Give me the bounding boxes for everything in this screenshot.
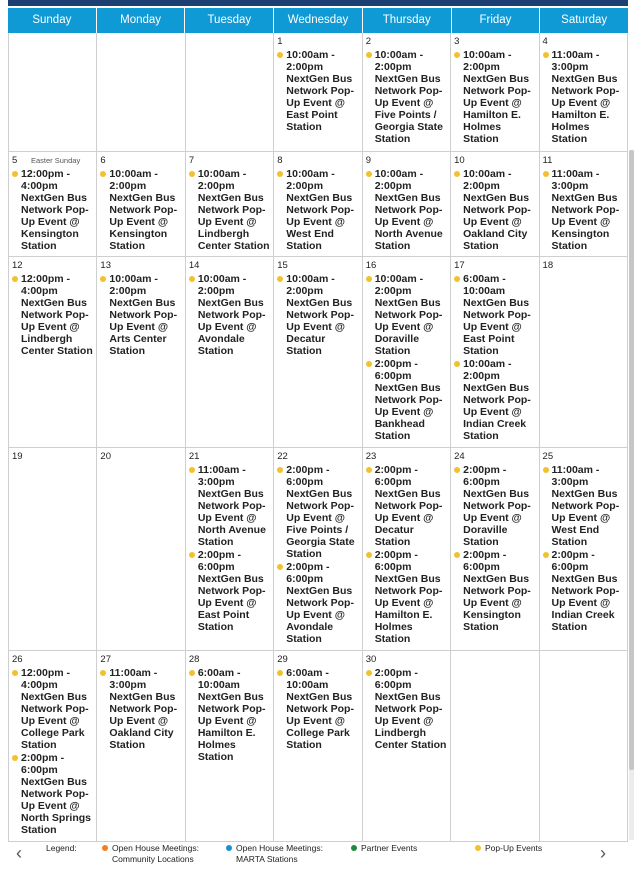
legend-item-marta: Open House Meetings: MARTA Stations: [226, 843, 336, 865]
green-dot-icon: [351, 845, 357, 851]
calendar-event[interactable]: [277, 667, 359, 751]
calendar-day-cell[interactable]: [97, 152, 185, 256]
day-number: 13: [100, 260, 111, 271]
event-time: 10:00am - 2:00pm: [374, 49, 424, 73]
calendar-event[interactable]: [100, 168, 182, 252]
calendar-event[interactable]: [12, 667, 94, 751]
legend-item-community: Open House Meetings: Community Locations: [102, 843, 212, 865]
event-title: NextGen Bus Network Pop-Up Event @ Lindbergh Center Station: [197, 192, 270, 252]
calendar-event[interactable]: [12, 752, 94, 836]
day-number: 30: [365, 654, 377, 665]
event-dot-icon: [366, 552, 372, 558]
event-dot-icon: [454, 361, 460, 367]
event-title: NextGen Bus Network Pop-Up Event @ Oakland City Station: [463, 192, 531, 252]
calendar-legend: [8, 840, 628, 868]
day-number: [12, 36, 94, 48]
calendar-event[interactable]: [454, 273, 536, 357]
calendar-day-cell[interactable]: [451, 257, 539, 447]
day-number: 20: [100, 451, 111, 462]
event-dot-icon: [543, 552, 549, 558]
calendar-event[interactable]: [454, 358, 536, 442]
calendar-day-cell[interactable]: [540, 33, 628, 151]
day-number: 24: [454, 451, 465, 462]
calendar-event[interactable]: [12, 168, 94, 252]
calendar-day-cell[interactable]: [8, 152, 97, 256]
event-dot-icon: [100, 276, 106, 282]
event-dot-icon: [12, 755, 18, 761]
calendar-week-row: [8, 651, 628, 842]
event-time: 2:00pm - 6:00pm: [374, 667, 418, 691]
calendar-day-cell[interactable]: [97, 257, 185, 447]
calendar-event[interactable]: [277, 561, 359, 645]
calendar-event[interactable]: [366, 168, 448, 252]
event-dot-icon: [543, 171, 549, 177]
event-title: NextGen Bus Network Pop-Up Event @ Five Points / Georgia State Station: [374, 73, 443, 145]
day-number: 28: [188, 654, 200, 665]
calendar-event[interactable]: [543, 49, 625, 145]
event-title: NextGen Bus Network Pop-Up Event @ Hamilton E. Holmes Station: [463, 73, 531, 145]
day-number: 7: [188, 155, 195, 166]
calendar-event[interactable]: [277, 273, 359, 357]
calendar-week-row: [8, 152, 628, 257]
event-dot-icon: [189, 552, 195, 558]
vertical-scrollbar[interactable]: [629, 150, 634, 840]
calendar-day-cell[interactable]: [186, 651, 274, 841]
event-dot-icon: [543, 52, 549, 58]
calendar-day-cell[interactable]: [363, 152, 451, 256]
event-dot-icon: [277, 52, 283, 58]
event-time: 11:00am - 3:00pm: [551, 168, 600, 192]
calendar-day-cell[interactable]: [540, 651, 628, 841]
day-number: 15: [277, 260, 288, 271]
orange-dot-icon: [102, 845, 108, 851]
event-title: NextGen Bus Network Pop-Up Event @ College Park Station: [21, 691, 89, 751]
event-time: 2:00pm - 6:00pm: [463, 549, 507, 573]
day-number: [543, 654, 625, 666]
calendar-event[interactable]: [366, 549, 448, 645]
event-title: NextGen Bus Network Pop-Up Event @ Kensington Station: [551, 192, 620, 252]
day-number: [189, 36, 271, 48]
event-title: NextGen Bus Network Pop-Up Event @ Oakland City Station: [109, 691, 178, 751]
event-dot-icon: [12, 276, 18, 282]
event-title: NextGen Bus Network Pop-Up Event @ Decatur Station: [374, 488, 443, 548]
calendar-day-cell[interactable]: [274, 651, 362, 841]
calendar-day-cell[interactable]: [97, 651, 185, 841]
event-title: NextGen Bus Network Pop-Up Event @ East Point Station: [197, 573, 266, 633]
day-number: 12: [12, 260, 23, 271]
event-dot-icon: [100, 171, 106, 177]
day-number: 21: [188, 451, 200, 462]
event-title: NextGen Bus Network Pop-Up Event @ Hamilton E. Holmes Station: [197, 691, 266, 763]
calendar-day-cell[interactable]: [8, 448, 97, 650]
calendar-week-row: [8, 257, 628, 448]
calendar-day-cell[interactable]: [274, 33, 362, 151]
calendar-weeks: [8, 33, 628, 842]
event-time: 11:00am - 3:00pm: [109, 667, 158, 691]
legend-label: Legend:: [46, 843, 77, 853]
calendar-event[interactable]: [189, 667, 271, 763]
event-dot-icon: [100, 670, 106, 676]
calendar-event[interactable]: [543, 549, 625, 633]
event-title: NextGen Bus Network Pop-Up Event @ Avondale Station: [286, 585, 354, 645]
calendar-day-cell[interactable]: [363, 257, 451, 447]
day-number: 29: [277, 654, 288, 665]
day-number: 8: [277, 155, 283, 166]
calendar-day-cell[interactable]: [540, 257, 628, 447]
event-time: 10:00am - 2:00pm: [197, 273, 247, 297]
day-number: 3: [454, 36, 460, 47]
day-number: 16: [365, 260, 377, 271]
event-time: 2:00pm - 6:00pm: [197, 549, 242, 573]
event-time: 10:00am - 2:00pm: [109, 168, 158, 192]
event-time: 2:00pm - 6:00pm: [21, 752, 65, 776]
day-number: 10: [454, 155, 465, 166]
event-title: NextGen Bus Network Pop-Up Event @ Hamilton E. Holmes Station: [551, 73, 620, 145]
event-title: NextGen Bus Network Pop-Up Event @ East Point Station: [286, 73, 354, 133]
event-dot-icon: [189, 670, 195, 676]
calendar-day-cell[interactable]: [186, 33, 274, 151]
calendar-event[interactable]: [189, 464, 271, 548]
event-title: NextGen Bus Network Pop-Up Event @ Kensington Station: [21, 192, 89, 252]
calendar-event[interactable]: [366, 358, 448, 442]
event-dot-icon: [189, 467, 195, 473]
event-dot-icon: [12, 171, 18, 177]
calendar-event[interactable]: [454, 464, 536, 548]
weekday-header-sunday: Sunday: [8, 8, 97, 33]
event-time: 12:00pm - 4:00pm: [21, 168, 71, 192]
event-title: NextGen Bus Network Pop-Up Event @ Doraville Station: [374, 297, 443, 357]
event-time: 2:00pm - 6:00pm: [374, 549, 418, 573]
chevron-left-icon[interactable]: ‹: [16, 843, 22, 863]
day-number: 6: [100, 155, 106, 166]
day-number: 18: [542, 260, 554, 271]
event-dot-icon: [366, 361, 372, 367]
event-title: NextGen Bus Network Pop-Up Event @ Doraville Station: [463, 488, 531, 548]
event-title: NextGen Bus Network Pop-Up Event @ Kensington Station: [109, 192, 178, 252]
day-number: 4: [542, 36, 548, 47]
event-dot-icon: [366, 171, 372, 177]
event-time: 11:00am - 3:00pm: [551, 49, 600, 73]
event-dot-icon: [189, 276, 195, 282]
event-title: NextGen Bus Network Pop-Up Event @ East Point Station: [463, 297, 531, 357]
event-dot-icon: [366, 467, 372, 473]
event-title: NextGen Bus Network Pop-Up Event @ Lindbergh Center Station: [21, 297, 93, 357]
day-number: 1: [277, 36, 283, 47]
event-title: NextGen Bus Network Pop-Up Event @ North Springs Station: [21, 776, 91, 836]
calendar-event[interactable]: [189, 273, 271, 357]
calendar-day-cell[interactable]: [451, 448, 539, 650]
event-title: NextGen Bus Network Pop-Up Event @ North Avenue Station: [197, 488, 266, 548]
calendar-day-cell[interactable]: [97, 33, 185, 151]
event-time: 10:00am - 2:00pm: [286, 273, 335, 297]
weekday-header-row: [8, 8, 628, 33]
event-title: NextGen Bus Network Pop-Up Event @ Indian Creek Station: [551, 573, 620, 633]
event-title: NextGen Bus Network Pop-Up Event @ North Avenue Station: [374, 192, 443, 252]
event-time: 10:00am - 2:00pm: [109, 273, 158, 297]
calendar-day-cell[interactable]: [451, 33, 539, 151]
event-dot-icon: [189, 171, 195, 177]
event-time: 12:00pm - 4:00pm: [21, 667, 71, 691]
event-dot-icon: [277, 670, 283, 676]
day-number: 27: [100, 654, 111, 665]
event-dot-icon: [12, 670, 18, 676]
day-number: 5: [12, 155, 18, 166]
weekday-header-tuesday: Tuesday: [185, 8, 274, 33]
event-time: 10:00am - 2:00pm: [374, 273, 424, 297]
day-number: 9: [365, 155, 371, 166]
calendar-event[interactable]: [454, 49, 536, 145]
event-time: 10:00am - 2:00pm: [463, 49, 512, 73]
calendar-day-cell[interactable]: [451, 152, 539, 256]
event-time: 6:00am - 10:00am: [197, 667, 241, 691]
event-time: 2:00pm - 6:00pm: [551, 549, 595, 573]
calendar-grid: [8, 8, 628, 842]
event-dot-icon: [366, 276, 372, 282]
chevron-right-icon[interactable]: ›: [600, 843, 606, 863]
event-dot-icon: [543, 467, 549, 473]
calendar-day-cell[interactable]: [274, 257, 362, 447]
weekday-header-thursday: Thursday: [363, 8, 452, 33]
event-title: NextGen Bus Network Pop-Up Event @ Arts Center Station: [109, 297, 178, 357]
calendar-day-cell[interactable]: [540, 152, 628, 256]
calendar-day-cell[interactable]: [363, 33, 451, 151]
event-title: NextGen Bus Network Pop-Up Event @ College Park Station: [286, 691, 354, 751]
weekday-header-monday: Monday: [97, 8, 186, 33]
calendar-event[interactable]: [366, 464, 448, 548]
event-dot-icon: [366, 670, 372, 676]
calendar-day-cell[interactable]: [274, 152, 362, 256]
calendar-day-cell[interactable]: [97, 448, 185, 650]
event-time: 11:00am - 3:00pm: [197, 464, 246, 488]
calendar-event[interactable]: [189, 549, 271, 633]
event-title: NextGen Bus Network Pop-Up Event @ Avondale Station: [197, 297, 266, 357]
calendar-day-cell[interactable]: [8, 651, 97, 841]
event-time: 10:00am - 2:00pm: [286, 49, 335, 73]
calendar-day-cell[interactable]: [186, 448, 274, 650]
weekday-header-friday: Friday: [452, 8, 541, 33]
calendar-day-cell[interactable]: [363, 448, 451, 650]
calendar-day-cell[interactable]: [363, 651, 451, 841]
calendar-event[interactable]: [12, 273, 94, 357]
day-number: 25: [542, 451, 554, 462]
calendar-event[interactable]: [366, 273, 448, 357]
event-title: NextGen Bus Network Pop-Up Event @ Indian Creek Station: [463, 382, 531, 442]
event-dot-icon: [454, 52, 460, 58]
calendar-event[interactable]: [277, 464, 359, 560]
event-time: 2:00pm - 6:00pm: [374, 464, 418, 488]
calendar-event[interactable]: [454, 549, 536, 633]
event-dot-icon: [277, 171, 283, 177]
weekday-header-wednesday: Wednesday: [274, 8, 363, 33]
calendar-day-cell[interactable]: [8, 257, 97, 447]
blue-dot-icon: [226, 845, 232, 851]
calendar-event[interactable]: [366, 49, 448, 145]
event-time: 6:00am - 10:00am: [463, 273, 506, 297]
event-dot-icon: [454, 276, 460, 282]
calendar-day-cell[interactable]: [186, 257, 274, 447]
day-number: 11: [542, 155, 553, 166]
event-title: NextGen Bus Network Pop-Up Event @ West End Station: [551, 488, 620, 548]
calendar-event[interactable]: [100, 273, 182, 357]
day-number: 23: [365, 451, 377, 462]
event-time: 10:00am - 2:00pm: [374, 168, 424, 192]
yellow-dot-icon: [475, 845, 481, 851]
event-dot-icon: [277, 467, 283, 473]
top-accent-bar: [8, 0, 628, 6]
event-time: 2:00pm - 6:00pm: [286, 464, 330, 488]
calendar-day-cell[interactable]: [451, 651, 539, 841]
scrollbar-thumb[interactable]: [629, 150, 634, 770]
event-time: 10:00am - 2:00pm: [197, 168, 247, 192]
calendar-event[interactable]: [100, 667, 182, 751]
calendar-day-cell[interactable]: [274, 448, 362, 650]
event-title: NextGen Bus Network Pop-Up Event @ Bankhead Station: [374, 382, 443, 442]
event-time: 2:00pm - 6:00pm: [463, 464, 507, 488]
day-number: [100, 36, 182, 48]
event-time: 10:00am - 2:00pm: [463, 358, 512, 382]
legend-item-popup: Pop-Up Events: [475, 843, 585, 854]
event-time: 12:00pm - 4:00pm: [21, 273, 71, 297]
event-title: NextGen Bus Network Pop-Up Event @ Decatur Station: [286, 297, 354, 357]
event-dot-icon: [454, 171, 460, 177]
day-number: 2: [365, 36, 371, 47]
event-dot-icon: [277, 564, 283, 570]
day-number: 19: [12, 451, 23, 462]
day-number: 26: [12, 654, 23, 665]
day-number: 14: [188, 260, 200, 271]
calendar-event[interactable]: [543, 168, 625, 252]
calendar-day-cell[interactable]: [8, 33, 97, 151]
calendar-event[interactable]: [277, 168, 359, 252]
event-dot-icon: [454, 467, 460, 473]
calendar-event[interactable]: [277, 49, 359, 133]
event-title: NextGen Bus Network Pop-Up Event @ Five Points / Georgia State Station: [286, 488, 355, 560]
event-title: NextGen Bus Network Pop-Up Event @ Kensington Station: [463, 573, 531, 633]
event-time: 2:00pm - 6:00pm: [374, 358, 418, 382]
event-dot-icon: [277, 276, 283, 282]
event-time: 10:00am - 2:00pm: [463, 168, 512, 192]
event-time: 2:00pm - 6:00pm: [286, 561, 330, 585]
calendar-event[interactable]: [454, 168, 536, 252]
legend-item-partner: Partner Events: [351, 843, 461, 854]
event-time: 10:00am - 2:00pm: [286, 168, 335, 192]
calendar-week-row: [8, 448, 628, 651]
calendar-event[interactable]: [543, 464, 625, 548]
day-number: 17: [454, 260, 465, 271]
calendar-event[interactable]: [189, 168, 271, 252]
event-time: 11:00am - 3:00pm: [551, 464, 600, 488]
event-dot-icon: [366, 52, 372, 58]
calendar-event[interactable]: [366, 667, 448, 751]
event-title: NextGen Bus Network Pop-Up Event @ Hamilton E. Holmes Station: [374, 573, 443, 645]
weekday-header-saturday: Saturday: [561, 14, 608, 26]
day-number: 22: [277, 451, 288, 462]
day-number: [454, 654, 536, 666]
event-dot-icon: [454, 552, 460, 558]
event-title: NextGen Bus Network Pop-Up Event @ Lindbergh Center Station: [374, 691, 447, 751]
event-time: 6:00am - 10:00am: [286, 667, 329, 691]
calendar-week-row: [8, 33, 628, 152]
holiday-label: Easter Sunday: [31, 156, 81, 165]
calendar-day-cell[interactable]: [540, 448, 628, 650]
event-title: NextGen Bus Network Pop-Up Event @ West End Station: [286, 192, 354, 252]
calendar-day-cell[interactable]: [186, 152, 274, 256]
